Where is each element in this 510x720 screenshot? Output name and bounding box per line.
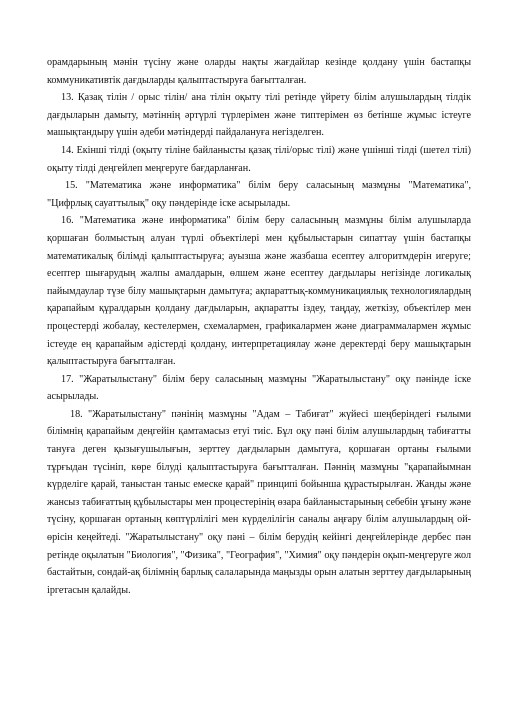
paragraph-14: 14. Екінші тілді (оқыту тіліне байланысты қазақ тілі/орыс тілі) және үшінші тілді (шетел тілі) оқыту тілді деңгейлеп меңгеруге бағдарланған. xyxy=(47,144,471,174)
paragraph-16: 16. "Математика және информатика" білім беру саласының мазмұны білім алушыларда қоршаған болмыстың алуан түрлі объектілері мен құбылыстарын сипаттау үшін бастапқы математикалық білімді қалыптастыруға; ауызша және жазбаша есептеу алгоритмдерін игеруге; есептер шығарудың жалпы амалдарын, өлшем және есептеу дағдылары негізінде логикалық пайымдаулар түзе білу машықтарын дамытуға; ақпараттық-коммуникациялық технологиялардың қарапайым құралдарын қолдану дағдыларын, ақпаратты іздеу, таңдау, жеткізу, объектілер мен процестерді жобалау, кестелермен, схемалармен, графикалармен және диаграммалармен жұмыс істеуде ең қарапайым әдістерді қолдану, интерпретациялау және деректерді беру машықтарын қалыптастыруға бағытталған. xyxy=(47,215,471,368)
document-body xyxy=(47,54,471,599)
paragraph-15: 15. "Математика және информатика" білім беру саласының мазмұны "Математика", "Цифрлық сауаттылық" оқу пәндерінде іске асырылады. xyxy=(47,180,471,209)
paragraph-13: 13. Қазақ тілін / орыс тілін/ ана тілін оқыту тілі ретінде үйрету білім алушылардың тілдік дағдыларын дамыту, мәтіннің әртүрлі түрлерімен және типтерімен өз бетінше жұмыс істеуге машықтандыру үшін әдеби мәтіндерді пайдалануға негізделген. xyxy=(47,92,471,139)
paragraph-17: 17. "Жаратылыстану" білім беру саласының мазмұны "Жаратылыстану" оқу пәнінде іске асырылады. xyxy=(47,373,471,403)
paragraph-18: 18. "Жаратылыстану" пәнінің мазмұны "Адам – Табиғат" жүйесі шеңберіндегі ғылыми білімнің қарапайым деңгейін қамтамасыз етуі тиіс. Бұл оқу пәні білім алушылардың табиғатты тануға деген қызығушылығын, зерттеу дағдыларын дамытуға, қоршаған ортаны ғылыми тұрғыдан түсініп, көре білуді қалыптастыруға бағытталған. Пәннің мазмұны "қарапайымнан күрделіге қарай, таныстан таныс емеске қарай" принципі бойынша құрастырылған. Жанды және жансыз табиғаттың құбылыстары мен процестерінің өзара байланыстарының себебін ұғыну және түсіну, қоршаған ортаның көптүрлілігі мен күрделілігін саналы аңғару білім алушылардың ой-өрісін кеңейтеді. "Жаратылыстану" оқу пәні – білім берудің кейінгі деңгейлерінде дербес пән ретінде оқылатын "Биология", "Физика", "География", "Химия" оқу пәндерін оқып-меңгеруге жол бастайтын, сондай-ақ білімнің барлық салаларында маңызды орын алатын зерттеу дағдыларының іргетасын қалайды. xyxy=(47,408,471,596)
paragraph-continuation: орамдарының мәнін түсіну және оларды нақты жағдайлар кезінде қолдану үшін бастапқы коммуникативтік дағдыларды қалыптастыруға бағытталған. xyxy=(47,57,471,86)
